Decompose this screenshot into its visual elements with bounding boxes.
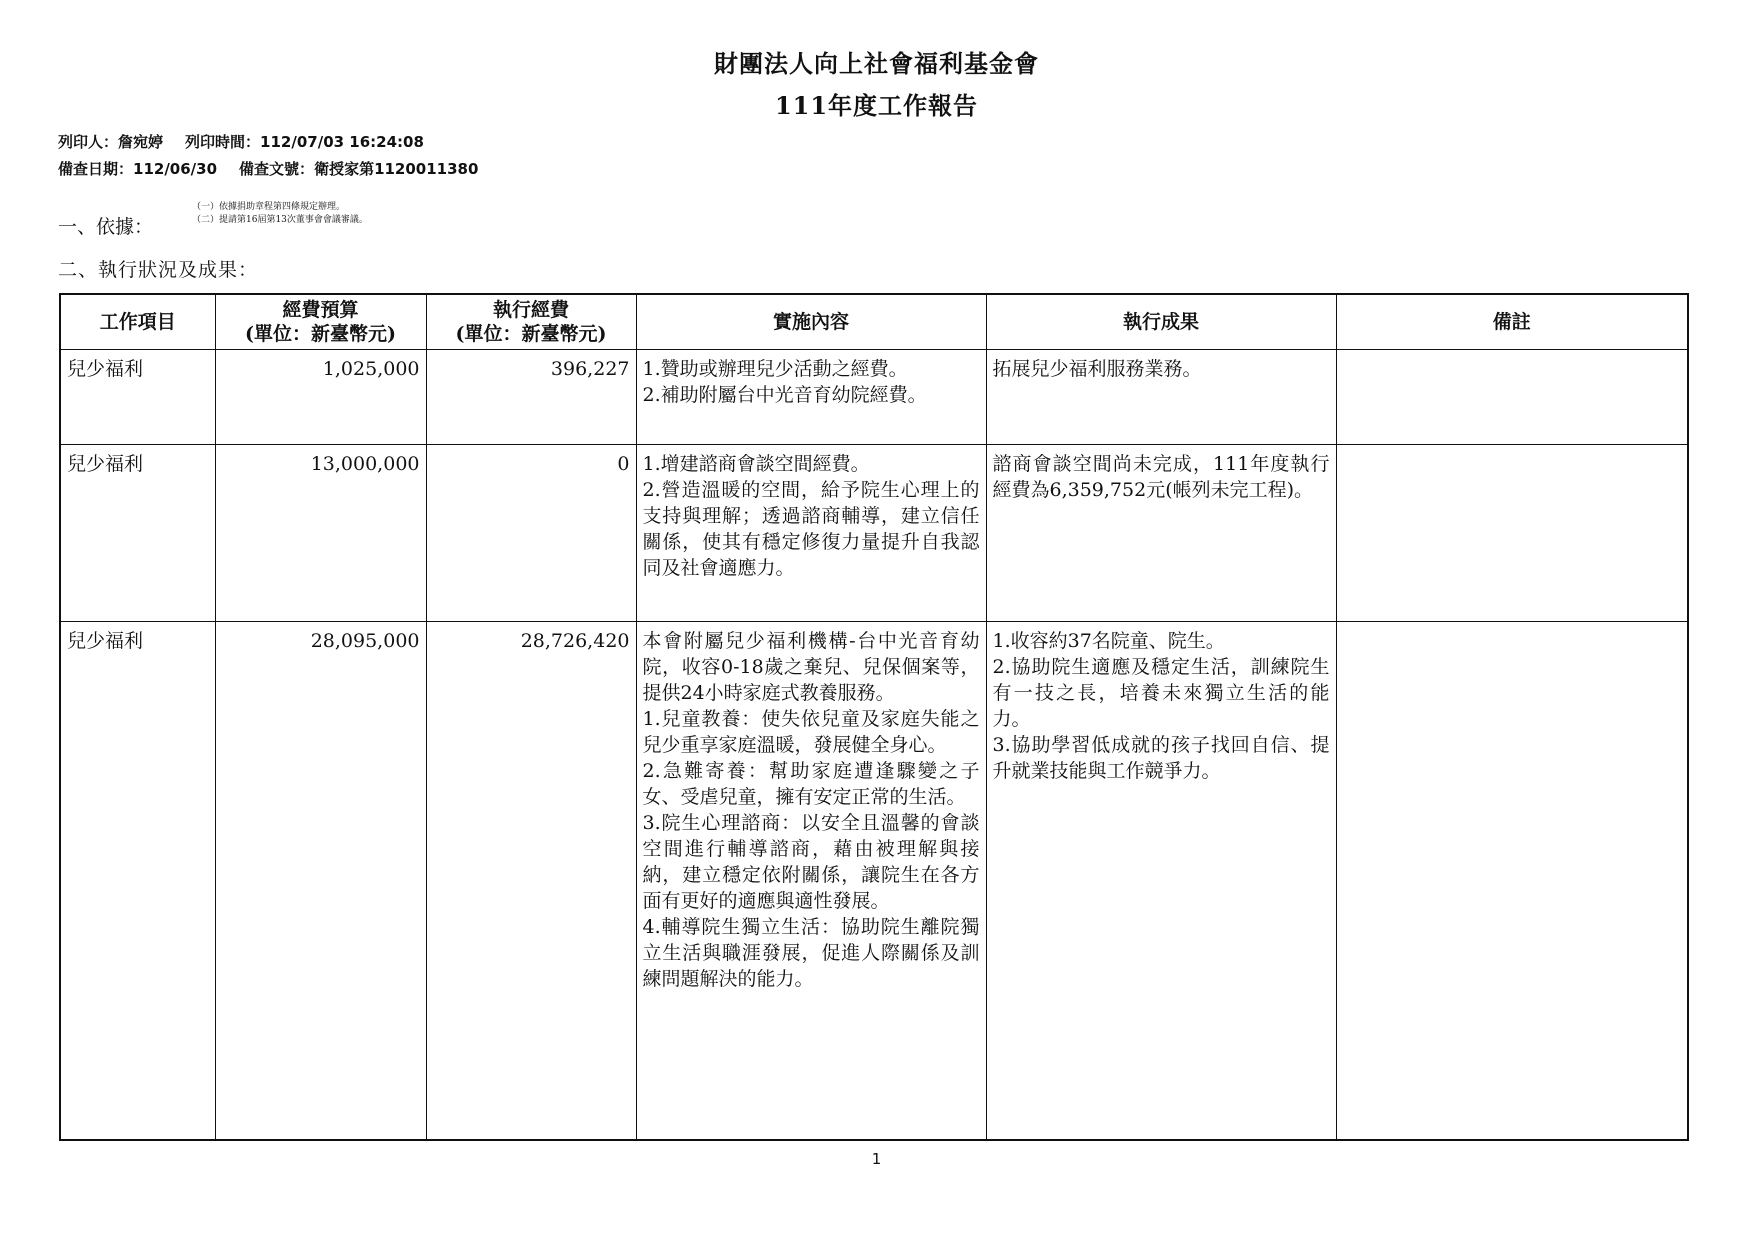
review-doc: 衛授家第1120011380 xyxy=(314,160,479,178)
section-heading: 二、執行狀況及成果： xyxy=(58,259,259,281)
header-work-item: 工作項目 xyxy=(60,294,215,350)
cell-content xyxy=(636,622,986,1141)
cell-budget: 28,095,000 xyxy=(215,622,426,1141)
header-content: 實施內容 xyxy=(636,294,986,350)
result-line: 拓展兒少福利服務業務。 xyxy=(992,358,1202,380)
printer-name: 詹宛婷 xyxy=(118,133,164,151)
basis-item: （二）提請第16屆第13次董事會會議審議。 xyxy=(192,215,368,225)
document-title: 財團法人向上社會福利基金會 xyxy=(714,49,1039,78)
cell-budget: 1,025,000 xyxy=(215,350,426,445)
content-line: 1.贊助或辦理兒少活動之經費。 xyxy=(642,358,908,380)
cell-item: 兒少福利 xyxy=(60,445,215,622)
cell-item: 兒少福利 xyxy=(60,622,215,1141)
printer-label: 列印人： xyxy=(58,133,119,151)
cell-item: 兒少福利 xyxy=(60,350,215,445)
page-number: 1 xyxy=(871,1150,882,1168)
content-line: 4.輔導院生獨立生活：協助院生離院獨立生活與職涯發展，促進人際關係及訓練問題解決的能力。 xyxy=(642,916,980,990)
content-line: 本會附屬兒少福利機構-台中光音育幼院，收容0-18歲之棄兒、兒保個案等，提供24小時家庭式教養服務。 xyxy=(642,630,980,704)
work-report-table xyxy=(59,293,1689,1141)
review-date-label: 備查日期： xyxy=(58,160,134,178)
cell-result xyxy=(986,622,1336,1141)
cell-spent: 0 xyxy=(426,445,636,622)
content-line: 2.營造溫暖的空間，給予院生心理上的支持與理解；透過諮商輔導，建立信任關係，使其有穩定修復力量提升自我認同及社會適應力。 xyxy=(642,479,980,579)
content-line: 1.兒童教養：使失依兒童及家庭失能之兒少重享家庭溫暖，發展健全身心。 xyxy=(642,708,980,756)
print-time-label: 列印時間： xyxy=(185,133,261,151)
basis-item: （一）依據捐助章程第四條規定辦理。 xyxy=(192,202,346,212)
result-line: 1.收容約37名院童、院生。 xyxy=(992,630,1225,652)
table-row xyxy=(60,350,1688,445)
header-spent: 執行經費 (單位：新臺幣元) xyxy=(426,294,636,350)
content-line: 1.增建諮商會談空間經費。 xyxy=(642,453,870,475)
document-subtitle: 111年度工作報告 xyxy=(774,91,979,120)
content-line: 3.院生心理諮商：以安全且溫馨的會談空間進行輔導諮商，藉由被理解與接納，建立穩定依附關係，讓院生在各方面有更好的適應與適性發展。 xyxy=(642,812,980,912)
table-row xyxy=(60,622,1688,1141)
result-line: 2.協助院生適應及穩定生活，訓練院生有一技之長，培養未來獨立生活的能力。 xyxy=(992,656,1330,730)
print-time: 112/07/03 16:24:08 xyxy=(260,133,424,151)
cell-result xyxy=(986,350,1336,445)
table-row xyxy=(60,445,1688,622)
review-date: 112/06/30 xyxy=(133,160,218,178)
review-doc-label: 備查文號： xyxy=(239,160,315,178)
basis-items xyxy=(192,201,368,227)
cell-note xyxy=(1336,622,1688,1141)
cell-result xyxy=(986,445,1336,622)
content-line: 2.補助附屬台中光音育幼院經費。 xyxy=(642,384,927,406)
print-info xyxy=(58,131,424,152)
result-line: 諮商會談空間尚未完成，111年度執行經費為6,359,752元(帳列未完工程)。 xyxy=(992,453,1330,501)
cell-content xyxy=(636,445,986,622)
cell-budget: 13,000,000 xyxy=(215,445,426,622)
cell-spent: 396,227 xyxy=(426,350,636,445)
content-line: 2.急難寄養：幫助家庭遭逢驟變之子女、受虐兒童，擁有安定正常的生活。 xyxy=(642,760,980,808)
review-info xyxy=(58,158,478,179)
cell-spent: 28,726,420 xyxy=(426,622,636,1141)
header-budget: 經費預算 (單位：新臺幣元) xyxy=(215,294,426,350)
table-header-row xyxy=(60,294,1688,350)
header-note: 備註 xyxy=(1336,294,1688,350)
result-line: 3.協助學習低成就的孩子找回自信、提升就業技能與工作競爭力。 xyxy=(992,734,1330,782)
header-result: 執行成果 xyxy=(986,294,1336,350)
basis-heading: 一、依據： xyxy=(58,216,154,238)
cell-content xyxy=(636,350,986,445)
cell-note xyxy=(1336,445,1688,622)
cell-note xyxy=(1336,350,1688,445)
